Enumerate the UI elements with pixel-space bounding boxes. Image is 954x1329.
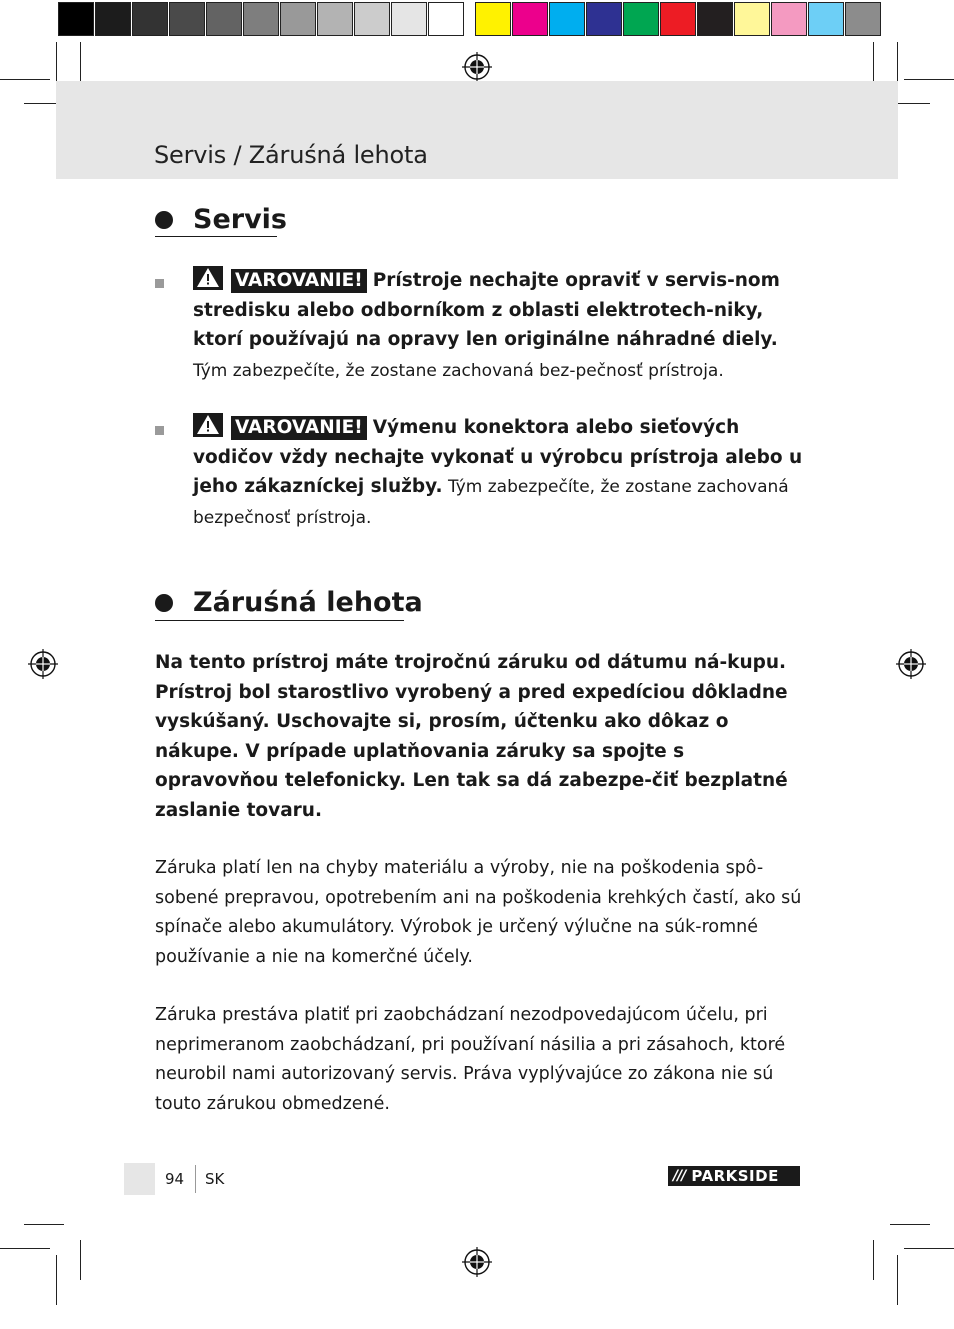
color-swatch (169, 2, 205, 36)
color-swatch (354, 2, 390, 36)
warning-bold-text: Prístroje nechajte opraviť v servis-nom stredisku alebo odborníkom z oblasti elektrotech-niky, ktorí používajú na opravy len originálne náhradné diely. (193, 270, 780, 350)
color-swatch (586, 2, 622, 36)
page-title: Servis / Záruśná lehota (154, 141, 428, 169)
page-number-box (124, 1163, 155, 1195)
color-swatch (95, 2, 131, 36)
square-bullet-icon (155, 279, 164, 288)
color-swatch (660, 2, 696, 36)
warning-bold-text: Výmenu konektora alebo sieťových vodičov vždy nechajte vykonať u výrobcu prístroja alebo u jeho zákazníckej služby. (193, 417, 803, 497)
registration-mark-icon (28, 649, 58, 679)
section-heading-servis (155, 204, 287, 235)
parkside-logo (668, 1166, 800, 1186)
crop-mark (904, 79, 954, 80)
color-swatch (391, 2, 427, 36)
warning-triangle-icon (193, 266, 223, 290)
warranty-void-paragraph: Záruka prestáva platiť pri zaobchádzaní nezodpovedajúcom účelu, pri neprimeranom zaobchádzaní, pri používaní násilia a pri zásahoch, ktoré neurobil nami autorizovaný servis. Práva vyplývajúce zo zákona nie sú touto zárukou obmedzené. (155, 1005, 786, 1114)
section-bullet-icon (155, 594, 173, 612)
crop-mark (904, 1248, 954, 1249)
section-title: Servis (193, 204, 287, 235)
color-swatch (58, 2, 94, 36)
color-swatch (808, 2, 844, 36)
crop-mark (873, 42, 874, 84)
crop-mark (0, 79, 50, 80)
section-underline (155, 620, 404, 621)
color-swatch (845, 2, 881, 36)
color-swatch (243, 2, 279, 36)
color-swatch (317, 2, 353, 36)
color-swatch (549, 2, 585, 36)
page-header-band (56, 81, 898, 179)
warning-normal-text: Tým zabezpečíte, že zostane zachovaná bezpečnosť prístroja. (193, 477, 789, 528)
crop-mark (0, 1248, 50, 1249)
warning-text (193, 413, 803, 533)
color-calibration-bar (58, 2, 882, 38)
crop-mark (873, 1240, 874, 1280)
registration-mark-icon (462, 1247, 492, 1277)
warning-triangle-icon (193, 413, 223, 437)
color-swatch (475, 2, 511, 36)
square-bullet-icon (155, 426, 164, 435)
warning-text (193, 266, 803, 386)
color-swatch (771, 2, 807, 36)
swatch-gap (465, 2, 475, 38)
logo-slashes: /// (673, 1168, 686, 1184)
warning-label: VAROVANIE! (231, 269, 367, 293)
crop-mark (897, 1255, 898, 1305)
section-bullet-icon (155, 211, 173, 229)
color-swatch (428, 2, 464, 36)
registration-mark-icon (896, 649, 926, 679)
section-heading-zaruka (155, 587, 423, 618)
color-swatch (512, 2, 548, 36)
crop-mark (56, 1255, 57, 1305)
color-swatch (280, 2, 316, 36)
warning-normal-text: Tým zabezpečíte, že zostane zachovaná bez-pečnosť prístroja. (193, 360, 724, 381)
footer-divider (195, 1165, 196, 1193)
crop-mark (890, 1224, 930, 1225)
color-swatch (697, 2, 733, 36)
crop-mark (80, 1240, 81, 1280)
color-swatch (206, 2, 242, 36)
warning-label: VAROVANIE! (231, 416, 367, 440)
color-swatch (623, 2, 659, 36)
language-code: SK (205, 1170, 225, 1188)
section-underline (155, 236, 277, 237)
warranty-scope-paragraph: Záruka platí len na chyby materiálu a výroby, nie na poškodenia spô-sobené prepravou, opotrebením ani na poškodenia krehkých častí, ako sú spínače alebo akumulátory. Výrobok je určený výlučne na súk-romné používanie a nie na komerčné účely. (155, 858, 802, 967)
page-number: 94 (165, 1170, 185, 1188)
section-title: Záruśná lehota (193, 587, 423, 618)
crop-mark (80, 42, 81, 84)
crop-mark (24, 1224, 64, 1225)
color-swatch (132, 2, 168, 36)
registration-mark-icon (462, 52, 492, 82)
logo-text: PARKSIDE (691, 1167, 779, 1185)
color-swatch (734, 2, 770, 36)
warranty-intro-paragraph: Na tento prístroj máte trojročnú záruku od dátumu ná-kupu. Prístroj bol starostlivo vyrobený a pred expedíciou dôkladne vyskúšaný. Uschovajte si, prosím, účtenku ako dôkaz o nákupe. V prípade uplatňovania záruky sa spojte s opravovňou telefonicky. Len tak sa dá zabezpe-čiť bezplatné zaslanie tovaru. (155, 652, 788, 821)
